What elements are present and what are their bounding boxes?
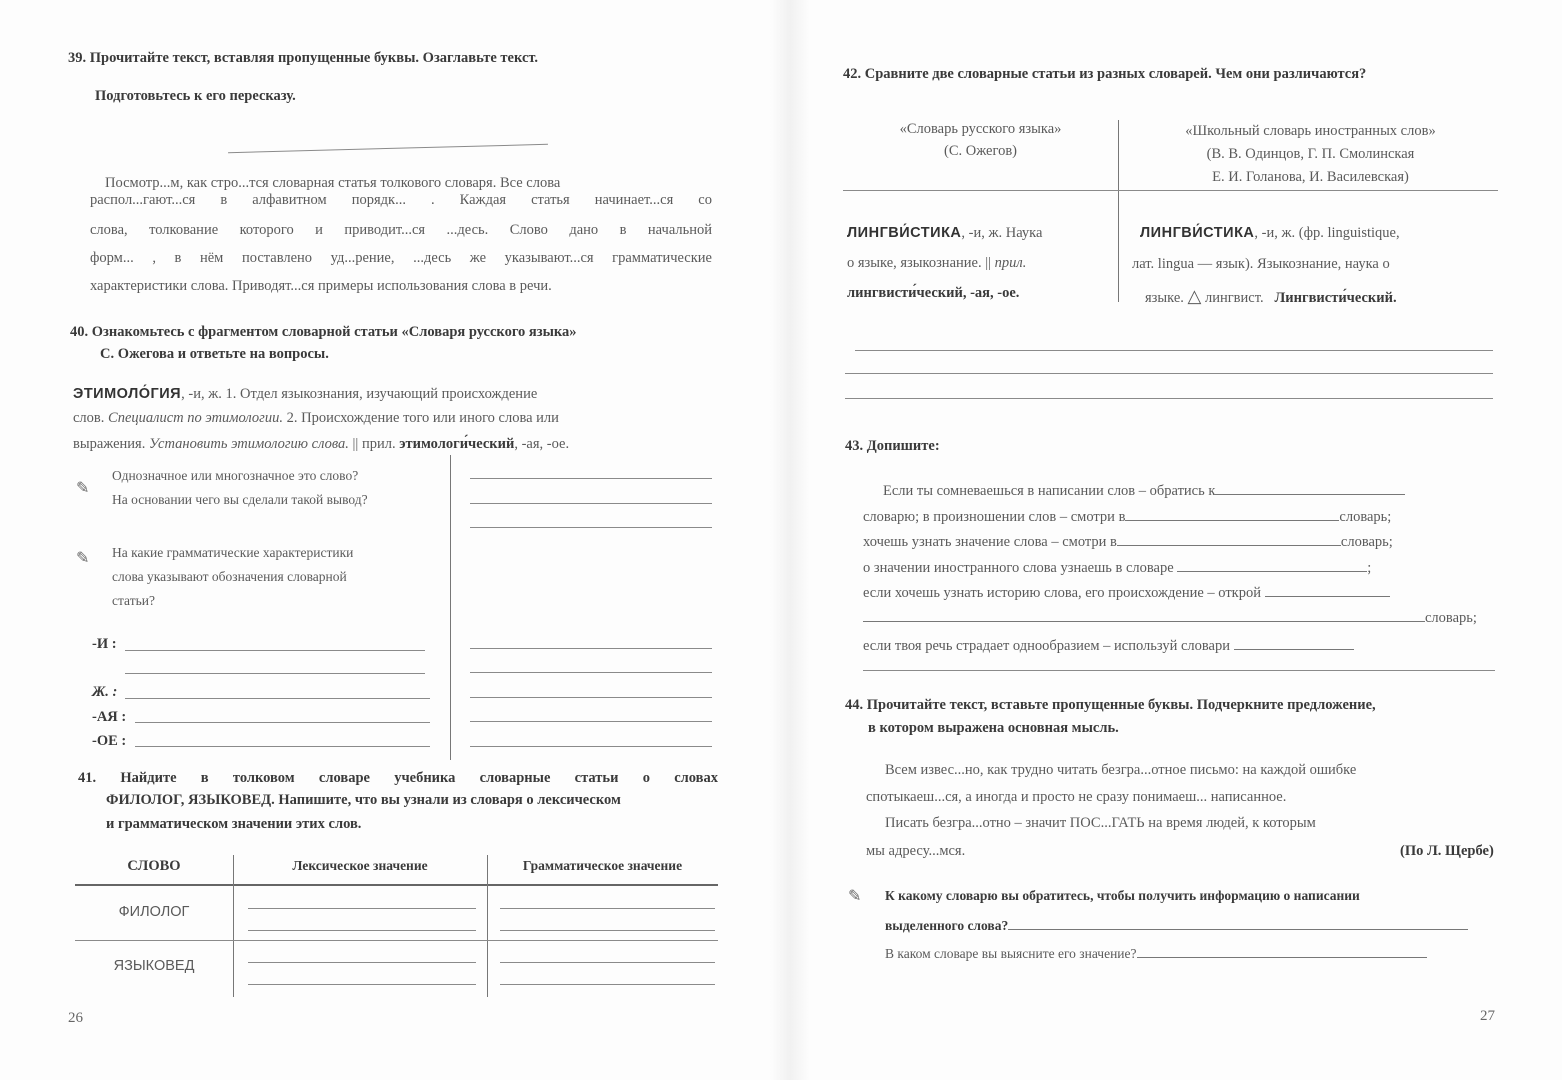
- ex39-text-line: распол...гают...ся в алфавитном порядк... . Каждая статья начинает...ся со: [90, 192, 712, 208]
- headword: ЭТИМОЛО́ГИЯ: [73, 386, 182, 402]
- dictionary-author-ozhegov: (С. Ожегов): [944, 143, 1017, 159]
- answer-line[interactable]: [125, 650, 425, 651]
- entry-text: прил.: [358, 436, 400, 452]
- fill-text: словарь;: [1425, 610, 1477, 626]
- answer-blank[interactable]: [1008, 917, 1468, 930]
- entry-text: выражения.: [73, 436, 149, 452]
- entry-text: , -и, ж. (фр. linguistique,: [1254, 225, 1400, 241]
- entry-text: лингвист.: [1201, 290, 1264, 306]
- question-text: слова указывают обозначения словарной: [112, 569, 347, 584]
- answer-blank[interactable]: [1234, 637, 1354, 650]
- entry-example: Установить этимологию слова.: [148, 436, 349, 452]
- answer-blank[interactable]: [1215, 482, 1405, 495]
- entry-text: о языке, языкознание.: [847, 255, 982, 271]
- ozhegov-entry-line2: [847, 255, 1026, 272]
- answer-line[interactable]: [470, 721, 712, 722]
- fill-text: словарь;: [1339, 509, 1392, 525]
- dictionary-title-foreign: «Школьный словарь иностранных слов»: [1185, 123, 1436, 139]
- answer-blank[interactable]: [1265, 584, 1390, 597]
- pencil-icon: ✎: [848, 888, 862, 905]
- double-bar-symbol: ||: [985, 255, 992, 271]
- entry-text: слов.: [73, 410, 109, 426]
- question-text: На основании чего вы сделали такой вывод?: [112, 492, 368, 507]
- fill-text: Если ты сомневаешься в написании слов – обратись к: [883, 483, 1216, 499]
- etymology-entry-line2: [73, 410, 559, 427]
- answer-line[interactable]: [135, 722, 430, 723]
- ex43-line: [863, 533, 1393, 551]
- table-column-rule: [1118, 120, 1119, 302]
- answer-line[interactable]: [500, 930, 715, 931]
- dictionary-title-ozhegov: «Словарь русского языка»: [899, 121, 1062, 137]
- fill-text: ;: [1367, 560, 1372, 576]
- entry-text: , -и, ж. Наука: [961, 225, 1043, 241]
- table-column-rule: [487, 855, 488, 997]
- ex43-line: [863, 559, 1371, 577]
- answer-line[interactable]: [500, 962, 715, 963]
- label-zh: Ж. :: [92, 684, 118, 700]
- ex43-line: [863, 609, 1477, 627]
- entry-example: Специалист по этимологии.: [108, 410, 283, 426]
- answer-blank[interactable]: [863, 609, 1425, 622]
- answer-line[interactable]: [470, 746, 712, 747]
- pencil-icon: ✎: [76, 480, 90, 497]
- table-column-rule: [233, 855, 234, 997]
- column-header-word: СЛОВО: [127, 858, 181, 874]
- question-text: статьи?: [112, 593, 155, 608]
- entry-text: , -ая, -ое.: [514, 436, 570, 452]
- column-header-lexical: Лексическое значение: [292, 858, 428, 873]
- fill-text: хочешь узнать значение слова – смотри в: [863, 534, 1117, 550]
- fill-text: если твоя речь страдает однообразием – используй словари: [863, 638, 1230, 654]
- divider-line: [450, 455, 451, 760]
- fill-text: словарь;: [1340, 534, 1393, 550]
- ex39-heading-2: Подготовьтесь к его пересказу.: [95, 88, 296, 104]
- table-row-filolog: ФИЛОЛОГ: [118, 904, 190, 920]
- answer-line[interactable]: [470, 478, 712, 479]
- ex39-heading: 39. Прочитайте текст, вставляя пропущенные буквы. Озаглавьте текст.: [68, 50, 539, 66]
- ozhegov-entry-line3: [847, 285, 1019, 302]
- etymology-entry-line3: [73, 436, 569, 453]
- question-label: выделенного слова?: [885, 918, 1009, 933]
- ozhegov-entry-line1: [847, 225, 1042, 242]
- fill-text: словарю; в произношении слов – смотри в: [863, 509, 1126, 525]
- text-source: (По Л. Щербе): [1400, 843, 1494, 859]
- label-i: -И :: [92, 636, 117, 652]
- answer-line[interactable]: [470, 503, 712, 504]
- entry-text: , -ая, -ое.: [962, 285, 1020, 301]
- headword: ЛИНГВИ́СТИКА: [847, 225, 962, 241]
- answer-line[interactable]: [500, 984, 715, 985]
- entry-adjective: лингвисти́ческий: [847, 285, 963, 301]
- answer-blank[interactable]: [1137, 945, 1427, 958]
- ex41-heading-3: и грамматическом значении этих слов.: [106, 816, 362, 832]
- label-aya: -АЯ :: [92, 709, 127, 725]
- answer-line[interactable]: [248, 930, 476, 931]
- ex39-text-line: характеристики слова. Приводят...ся примеры использования слова в речи.: [90, 278, 552, 294]
- headword: ЛИНГВИ́СТИКА: [1140, 225, 1255, 241]
- answer-line[interactable]: [855, 350, 1493, 351]
- ex40-heading: 40. Ознакомьтесь с фрагментом словарной статьи «Словаря русского языка»: [70, 324, 577, 340]
- entry-adjective: этимологи́ческий: [399, 436, 515, 452]
- answer-line[interactable]: [863, 670, 1495, 671]
- ex39-text-line: слова, толкование которого и приводит...ся ...десь. Слово дано в начальной: [90, 222, 712, 238]
- answer-line[interactable]: [470, 697, 712, 698]
- foreign-entry-line2: лат. lingua — язык). Языкознание, наука о: [1132, 256, 1390, 272]
- answer-blank[interactable]: [1177, 559, 1367, 572]
- answer-line[interactable]: [248, 984, 476, 985]
- answer-line[interactable]: [125, 673, 425, 674]
- ex42-heading: 42. Сравните две словарные статьи из разных словарей. Чем они различаются?: [843, 66, 1367, 82]
- ex43-line: [863, 508, 1391, 526]
- title-answer-line[interactable]: [228, 144, 548, 153]
- ex44-text-line: Писать безгра...отно – значит ПОС...ГАТЬ на время людей, к которым: [885, 815, 1316, 831]
- question-text: [885, 945, 1427, 962]
- answer-line[interactable]: [135, 746, 430, 747]
- double-bar-symbol: ||: [352, 436, 359, 452]
- page-number-left: 26: [68, 1010, 83, 1026]
- ex44-heading-2: в котором выражена основная мысль.: [868, 720, 1119, 736]
- question-text: Однозначное или многозначное это слово?: [112, 468, 359, 483]
- entry-text: прил.: [994, 255, 1027, 271]
- ex39-text-line: Посмотр...м, как стро...тся словарная статья толкового словаря. Все слова: [105, 175, 561, 191]
- ex39-text-line: форм... , в нём поставлено уд...рение, ...десь же указывают...ся грамматические: [90, 250, 712, 266]
- table-header-rule: [75, 884, 718, 886]
- answer-line[interactable]: [845, 398, 1493, 399]
- triangle-icon: △: [1187, 286, 1202, 306]
- ex43-line: [863, 584, 1390, 602]
- table-row-rule: [75, 940, 718, 941]
- ex44-text-line: мы адресу...мся.: [866, 843, 966, 859]
- fill-text: о значении иностранного слова узнаешь в словаре: [863, 560, 1174, 576]
- answer-line[interactable]: [470, 672, 712, 673]
- foreign-entry-line3: [1145, 286, 1397, 307]
- entry-text: языке.: [1145, 290, 1184, 306]
- ex40-heading-2: С. Ожегова и ответьте на вопросы.: [100, 346, 329, 362]
- page-number-right: 27: [1480, 1008, 1495, 1024]
- question-text: [885, 917, 1468, 934]
- entry-text: , -и, ж. 1. Отдел языкознания, изучающий происхождение: [181, 386, 538, 402]
- entry-adjective: Лингвисти́ческий.: [1274, 290, 1397, 306]
- table-row-yazykoved: ЯЗЫКОВЕД: [113, 958, 195, 974]
- ex43-heading: 43. Допишите:: [845, 438, 940, 454]
- entry-text: 2. Происхождение того или иного слова или: [282, 410, 559, 426]
- answer-line[interactable]: [248, 908, 476, 909]
- ex44-text-line: спотыкаеш...ся, а иногда и просто не сразу понимаеш... написанное.: [866, 789, 1287, 805]
- question-text: К какому словарю вы обратитесь, чтобы получить информацию о написании: [885, 888, 1360, 903]
- ex44-heading: 44. Прочитайте текст, вставьте пропущенные буквы. Подчеркните предложение,: [845, 697, 1376, 713]
- dictionary-authors-foreign: Е. И. Голанова, И. Василевская): [1212, 169, 1409, 185]
- answer-line[interactable]: [845, 373, 1493, 374]
- answer-line[interactable]: [125, 698, 430, 699]
- fill-text: если хочешь узнать историю слова, его происхождение – открой: [863, 585, 1261, 601]
- table-header-rule: [843, 190, 1498, 191]
- page-gutter: [770, 0, 810, 1080]
- etymology-entry-line1: [73, 386, 537, 403]
- pencil-icon: ✎: [76, 550, 90, 567]
- foreign-entry-line1: [1140, 225, 1400, 242]
- answer-line[interactable]: [470, 527, 712, 528]
- answer-line[interactable]: [470, 648, 712, 649]
- ex41-heading: 41. Найдите в толковом словаре учебника словарные статьи о словах: [78, 770, 718, 786]
- answer-blank[interactable]: [1117, 533, 1341, 546]
- question-label: В каком словаре вы выясните его значение?: [885, 946, 1137, 961]
- label-oe: -ОЕ :: [92, 733, 127, 749]
- answer-line[interactable]: [248, 962, 476, 963]
- ex43-line: [863, 637, 1354, 655]
- answer-blank[interactable]: [1125, 508, 1339, 521]
- question-text: На какие грамматические характеристики: [112, 545, 354, 560]
- ex43-line: [883, 482, 1405, 500]
- answer-line[interactable]: [500, 908, 715, 909]
- column-header-grammatical: Грамматическое значение: [522, 858, 683, 873]
- dictionary-authors-foreign: (В. В. Одинцов, Г. П. Смолинская: [1206, 146, 1415, 162]
- ex44-text-line: Всем извес...но, как трудно читать безгра...отное письмо: на каждой ошибке: [885, 762, 1357, 778]
- ex41-heading-2: ФИЛОЛОГ, ЯЗЫКОВЕД. Напишите, что вы узнали из словаря о лексическом: [106, 792, 621, 808]
